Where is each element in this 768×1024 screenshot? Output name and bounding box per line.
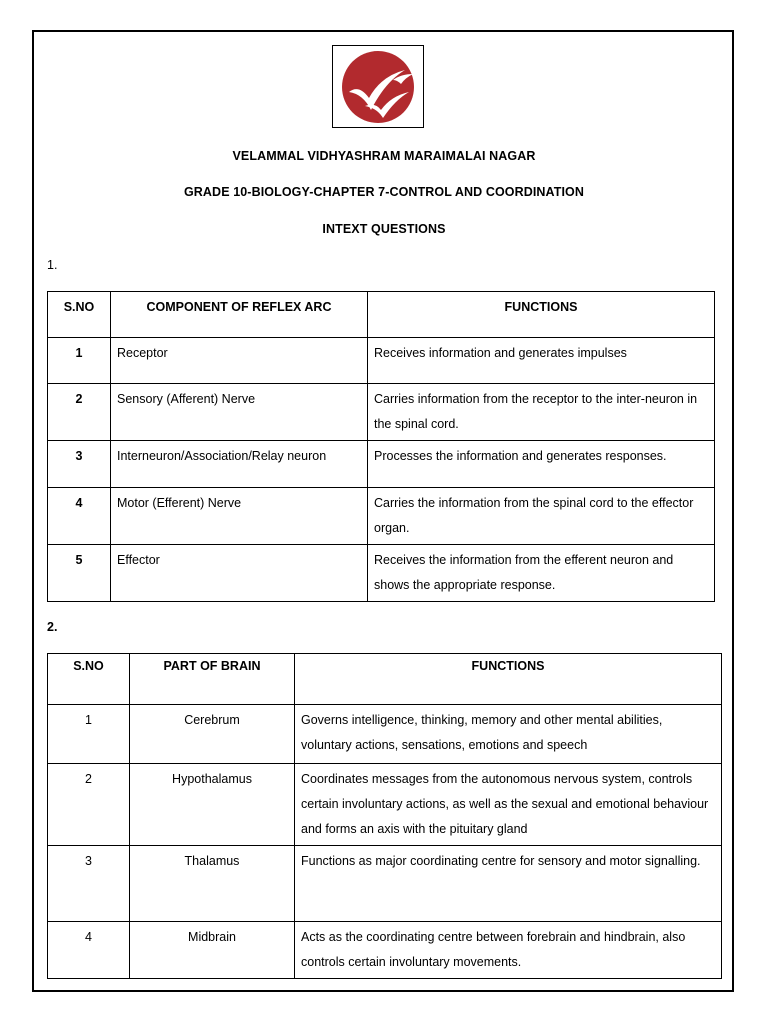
row-sno: 1 [48, 338, 111, 384]
column-header-sno: S.NO [48, 292, 111, 338]
column-header-part: PART OF BRAIN [130, 654, 295, 705]
row-function: Receives information and generates impulses [368, 338, 715, 384]
table-header-row [48, 654, 722, 705]
row-component: Motor (Efferent) Nerve [111, 488, 368, 545]
row-function: Governs intelligence, thinking, memory and other mental abilities, voluntary actions, sensations, emotions and speech [295, 705, 722, 764]
row-function: Carries the information from the spinal cord to the effector organ. [368, 488, 715, 545]
column-header-functions: FUNCTIONS [295, 654, 722, 705]
row-part: Cerebrum [130, 705, 295, 764]
question-2-number: 2. [47, 620, 58, 634]
table-row [48, 846, 722, 922]
table-row [48, 922, 722, 979]
row-sno: 5 [48, 545, 111, 602]
table-row [48, 764, 722, 846]
row-part: Midbrain [130, 922, 295, 979]
row-sno: 2 [48, 764, 130, 846]
row-component: Effector [111, 545, 368, 602]
table-row [48, 441, 715, 488]
row-part: Hypothalamus [130, 764, 295, 846]
row-sno: 3 [48, 846, 130, 922]
row-function: Functions as major coordinating centre for sensory and motor signalling. [295, 846, 722, 922]
row-part: Thalamus [130, 846, 295, 922]
brain-parts-table [47, 653, 722, 979]
course-title: GRADE 10-BIOLOGY-CHAPTER 7-CONTROL AND COORDINATION [183, 185, 585, 199]
section-title: INTEXT QUESTIONS [322, 222, 446, 236]
table-header-row [48, 292, 715, 338]
question-1-number: 1. [47, 258, 58, 272]
table-row [48, 384, 715, 441]
school-name: VELAMMAL VIDHYASHRAM MARAIMALAI NAGAR [232, 149, 536, 163]
row-sno: 3 [48, 441, 111, 488]
column-header-component: COMPONENT OF REFLEX ARC [111, 292, 368, 338]
row-component: Receptor [111, 338, 368, 384]
table-row [48, 488, 715, 545]
row-function: Carries information from the receptor to the inter-neuron in the spinal cord. [368, 384, 715, 441]
row-function: Acts as the coordinating centre between forebrain and hindbrain, also controls certain involuntary movements. [295, 922, 722, 979]
birds-logo-icon [335, 48, 421, 125]
column-header-sno: S.NO [48, 654, 130, 705]
row-sno: 4 [48, 922, 130, 979]
row-sno: 2 [48, 384, 111, 441]
row-function: Coordinates messages from the autonomous nervous system, controls certain involuntary actions, as well as the sexual and emotional behaviour and forms an axis with the pituitary gland [295, 764, 722, 846]
school-logo [332, 45, 424, 128]
table-row [48, 705, 722, 764]
row-function: Receives the information from the efferent neuron and shows the appropriate response. [368, 545, 715, 602]
row-sno: 4 [48, 488, 111, 545]
table-row [48, 545, 715, 602]
row-function: Processes the information and generates responses. [368, 441, 715, 488]
reflex-arc-table [47, 291, 715, 602]
row-component: Interneuron/Association/Relay neuron [111, 441, 368, 488]
table-row [48, 338, 715, 384]
column-header-functions: FUNCTIONS [368, 292, 715, 338]
row-component: Sensory (Afferent) Nerve [111, 384, 368, 441]
row-sno: 1 [48, 705, 130, 764]
